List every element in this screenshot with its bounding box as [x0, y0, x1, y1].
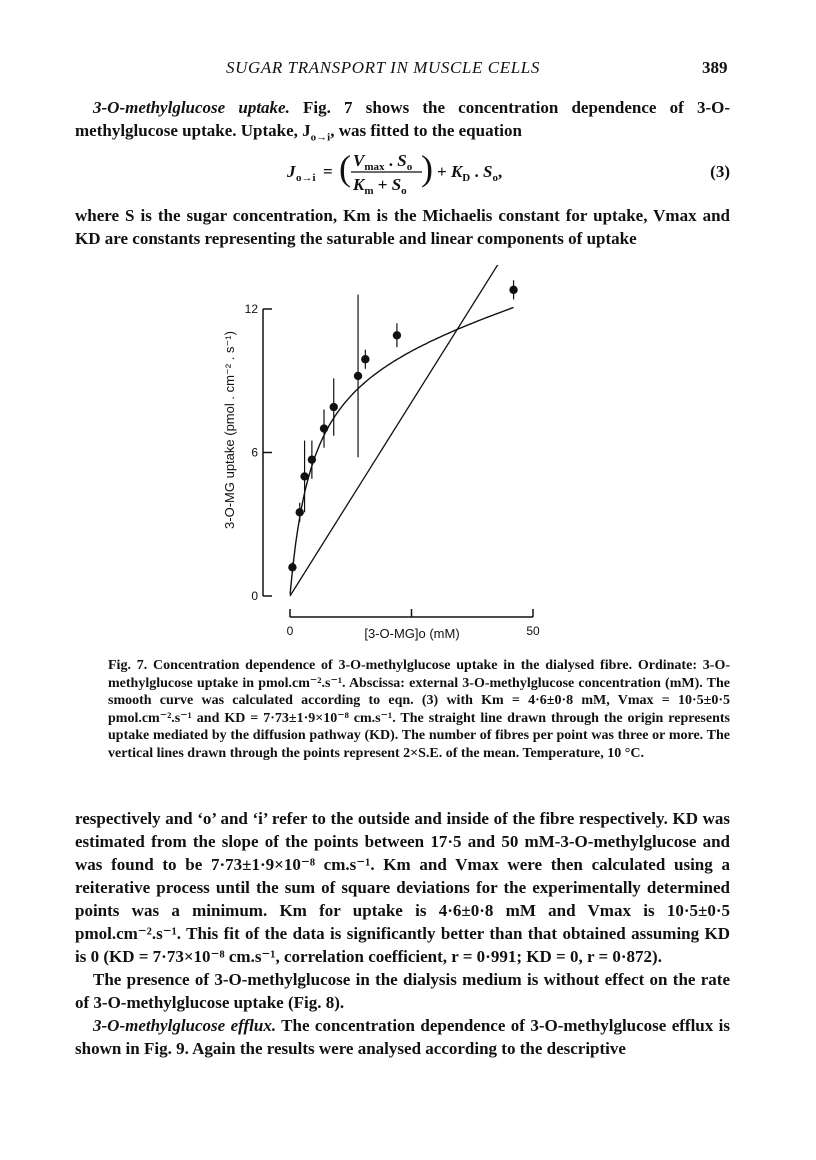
page-number: 389: [702, 58, 728, 77]
data-point: [509, 286, 517, 294]
paragraph-3: [75, 807, 730, 1060]
y-axis-label: 3-O-MG uptake (pmol . cm⁻² . s⁻¹): [222, 331, 237, 529]
y-tick-label: 0: [251, 589, 258, 603]
section-heading-efflux: 3-O-methylglucose efflux.: [93, 1016, 277, 1035]
x-tick-label: 0: [286, 624, 294, 638]
data-point: [320, 424, 328, 432]
svg-text:+ KD . So,: + $K_D$ . $S_o$,: [437, 162, 503, 184]
svg-text:Vmax . So: $V_{max}$ . $S_o$: [353, 151, 413, 173]
svg-text:Km + So: $K_m + S_o$: [353, 175, 407, 194]
data-point: [393, 331, 401, 339]
para3-text: respectively and ‘o’ and ‘i’ refer to the outside and inside of the fibre respectively. KD was estimated from the slope of the points between 17·5 and 50 mM-3-O-methylglucose and was found to be 7·73±1·9×10⁻⁸ cm.s⁻¹. Km and Vmax were then calculated using a reiterative process until the sum of square deviations for the experimentally determined points was a minimum. Km for uptake is 4·6±0·8 mM and Vmax is 10·5±0·5 pmol.cm⁻².s⁻¹. This fit of the data is significantly better than that obtained assuming KD is 0 (KD = 7·73×10⁻⁸ cm.s⁻¹, correlation coefficient, r = 0·991; KD = 0, r = 0·872).: [75, 809, 730, 966]
equation-number: (3): [710, 162, 730, 181]
data-point: [330, 403, 338, 411]
fit-curve: [290, 308, 513, 595]
svg-text:=: =: [323, 162, 333, 181]
svg-text:(: (: [339, 148, 351, 188]
data-point: [354, 372, 362, 380]
caption-text: Fig. 7. Concentration dependence of 3-O-methylglucose uptake in the dialysed fibre. Ordinate: 3-O-methylglucose uptake in pmol.cm⁻².s⁻¹. Abscissa: external 3-O-methylglucose concentration (mM). The smooth curve was calculated according to eqn. (3) with Km = 4·6±0·8 mM, Vmax = 10·5±0·5 pmol.cm⁻².s⁻¹ and KD = 7·73±1·9×10⁻⁸ cm.s⁻¹. The straight line drawn through the origin represents uptake mediated by the diffusion pathway (KD). The number of fibres per point was three or more. The vertical lines drawn through the points represent 2×S.E. of the mean. Temperature, 10 °C.: [108, 658, 730, 761]
data-point: [308, 455, 316, 463]
para1-text-b: , was fitted to the equation: [330, 121, 522, 140]
paragraph-2: [75, 204, 730, 250]
running-header: [0, 58, 816, 82]
para5-text: The concentration dependence of 3-O-methylglucose efflux is shown in Fig. 9. Again the results were analysed according to the descriptive: [75, 1016, 730, 1058]
figure-7-chart: [200, 265, 580, 655]
running-title: SUGAR TRANSPORT IN MUSCLE CELLS: [226, 58, 540, 77]
section-heading-uptake: 3-O-methylglucose uptake.: [93, 98, 290, 117]
para1-text-a: Fig. 7 shows the concentration dependence of 3-O-methylglucose uptake. Uptake, J: [75, 98, 730, 140]
para2-text: where S is the sugar concentration, Km is the Michaelis constant for uptake, Vmax and KD are constants representing the saturable and linear components of uptake: [75, 206, 730, 248]
data-point: [296, 508, 304, 516]
x-axis-label: [3-O-MG]o (mM): [364, 626, 460, 641]
svg-text:J: J: [287, 162, 296, 181]
data-point: [288, 563, 296, 571]
chart-plot-group: [245, 265, 540, 638]
figure-caption: [108, 657, 730, 762]
para4-text: The presence of 3-O-methylglucose in the dialysis medium is without effect on the rate of 3-O-methylglucose uptake (Fig. 8).: [75, 970, 730, 1012]
y-tick-label: 6: [251, 445, 258, 460]
y-tick-label: 12: [244, 302, 258, 316]
equation-formula: [287, 148, 667, 194]
x-tick-label: 50: [526, 624, 540, 638]
svg-text:): ): [421, 148, 433, 188]
equation-3: [287, 148, 730, 194]
paragraph-1: [75, 96, 730, 149]
svg-text:o→i: o→i: [296, 172, 316, 184]
data-point: [300, 472, 308, 480]
flux-subscript: o→i: [310, 131, 331, 144]
data-point: [361, 355, 369, 363]
